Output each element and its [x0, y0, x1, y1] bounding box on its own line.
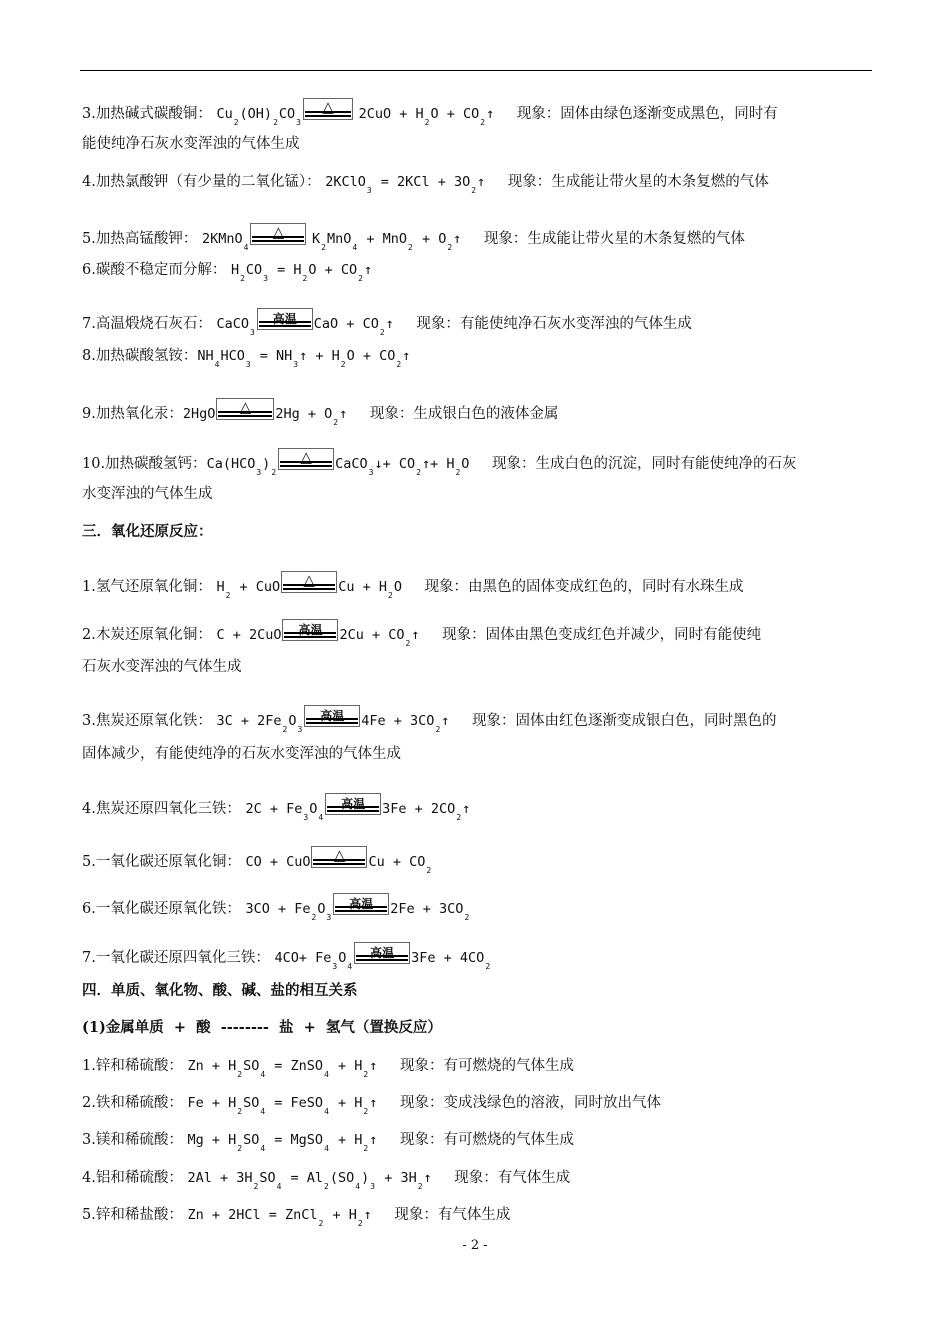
- reaction-line: 4.铝和稀硫酸： $2Al + 3H_2SO_4 = Al_2(SO_4)_3$ + $3H_2↑$ 现象：有气体生成: [82, 1170, 571, 1191]
- heat-condition-icon: △: [278, 448, 334, 472]
- reaction-line: 2.木炭还原氧化铜： C + 2CuO 高温 $2Cu + CO_2↑$ 现象：固体由黑色变成红色并减少，同时有能使纯: [82, 619, 761, 654]
- high-temp-condition-icon: 高温: [354, 942, 410, 966]
- heat-condition-icon: △: [281, 571, 337, 595]
- continuation-text: 水变浑浊的气体生成: [82, 486, 213, 502]
- reaction-line: 8.加热碳酸氢铵：$NH_4HCO_3$ = $NH_3↑ + H_2O$ + $CO_2↑$: [82, 348, 411, 369]
- reaction-line: 3.镁和稀硫酸： $Mg + H_2SO_4$ = MgSO$_4$ + $H_2↑$ 现象：有可燃烧的气体生成: [82, 1132, 574, 1153]
- reaction-line: 4.焦炭还原四氧化三铁： $2C + Fe_3O_4$ 高温 $3Fe + 2CO_2↑$: [82, 793, 470, 828]
- reaction-line: 9.加热氧化汞：2HgO △ $2Hg + O_2↑$ 现象：生成银白色的液体金属: [82, 398, 559, 427]
- reaction-line: 1.锌和稀硫酸： $Zn + H_2SO_4$ = ZnSO$_4$ + $H_2↑$ 现象：有可燃烧的气体生成: [82, 1058, 574, 1079]
- reaction-line: 5.锌和稀盐酸： Zn + 2HCl = ZnCl$_2$ + $H_2↑$ 现象：有气体生成: [82, 1207, 511, 1228]
- continuation-text: 能使纯净石灰水变浑浊的气体生成: [82, 136, 300, 152]
- reaction-line: 7.一氧化碳还原四氧化三铁： $4CO+ Fe_3O_4$ 高温 $3Fe + 4CO_2$: [82, 942, 491, 977]
- reaction-line: 2.铁和稀硫酸： $Fe + H_2SO_4$ = FeSO$_4$ + $H_2↑$ 现象：变成浅绿色的溶液，同时放出气体: [82, 1095, 661, 1116]
- high-temp-condition-icon: 高温: [257, 308, 313, 332]
- reaction-line: 5.加热高锰酸钾： 2KMnO$_4$ △ $K_2MnO_4 + MnO_2$ + $O_2↑$ 现象：生成能让带火星的木条复燃的气体: [82, 223, 745, 252]
- continuation-text: 固体减少，有能使纯净的石灰水变浑浊的气体生成: [82, 746, 401, 762]
- heat-condition-icon: △: [311, 846, 367, 870]
- high-temp-condition-icon: 高温: [304, 705, 360, 729]
- page-number: - 2 -: [462, 1238, 488, 1253]
- reaction-line: 5.一氧化碳还原氧化铜： CO + CuO △ $Cu + CO_2$: [82, 846, 432, 875]
- heat-condition-icon: △: [250, 223, 306, 247]
- reaction-line: 10.加热碳酸氢钙：$Ca(HCO_3)_2$ △ CaCO$_3$↓+ $CO_2↑+ H_2O$ 现象：生成白色的沉淀，同时有能使纯净的石灰: [82, 448, 797, 477]
- reaction-line: 6.碳酸不稳定而分解： $H_2CO_3 = H_2O$ + $CO_2↑$: [82, 262, 373, 283]
- heat-condition-icon: △: [216, 398, 274, 422]
- high-temp-condition-icon: 高温: [333, 893, 389, 917]
- section-title: 三．氧化还原反应：: [82, 523, 213, 540]
- header-rule: [80, 70, 872, 71]
- reaction-line: 3.加热碱式碳酸铜： $Cu_2(OH)_2CO_3$ △ $2CuO + H_2O$ + $CO_2↑$ 现象：固体由绿色逐渐变成黑色，同时有: [82, 98, 778, 127]
- high-temp-condition-icon: 高温: [282, 619, 338, 643]
- reaction-line: 7.高温煅烧石灰石： CaCO$_3$ 高温 CaO + $CO_2↑$ 现象：有能使纯净石灰水变浑浊的气体生成: [82, 308, 692, 343]
- subsection-title: (1)金属单质 + 酸 -------- 盐 + 氢气（置换反应）: [82, 1019, 442, 1036]
- reaction-line: 4.加热氯酸钾（有少量的二氧化锰）： 2KClO$_3$ = $2KCl + 3O_2↑$ 现象：生成能让带火星的木条复燃的气体: [82, 174, 769, 195]
- heat-condition-icon: △: [303, 98, 353, 122]
- reaction-line: 1.氢气还原氧化铜： $H_2$ + CuO △ $Cu + H_2O$ 现象：由黑色的固体变成红色的，同时有水珠生成: [82, 571, 744, 600]
- reaction-line: 3.焦炭还原氧化铁： $3C + 2Fe_2O_3$ 高温 $4Fe + 3CO_2↑$ 现象：固体由红色逐渐变成银白色，同时黑色的: [82, 705, 777, 740]
- high-temp-condition-icon: 高温: [325, 793, 381, 817]
- continuation-text: 石灰水变浑浊的气体生成: [82, 659, 242, 675]
- section-title: 四．单质、氧化物、酸、碱、盐的相互关系: [82, 982, 358, 999]
- reaction-line: 6.一氧化碳还原氧化铁： $3CO + Fe_2O_3$ 高温 $2Fe + 3CO_2$: [82, 893, 470, 928]
